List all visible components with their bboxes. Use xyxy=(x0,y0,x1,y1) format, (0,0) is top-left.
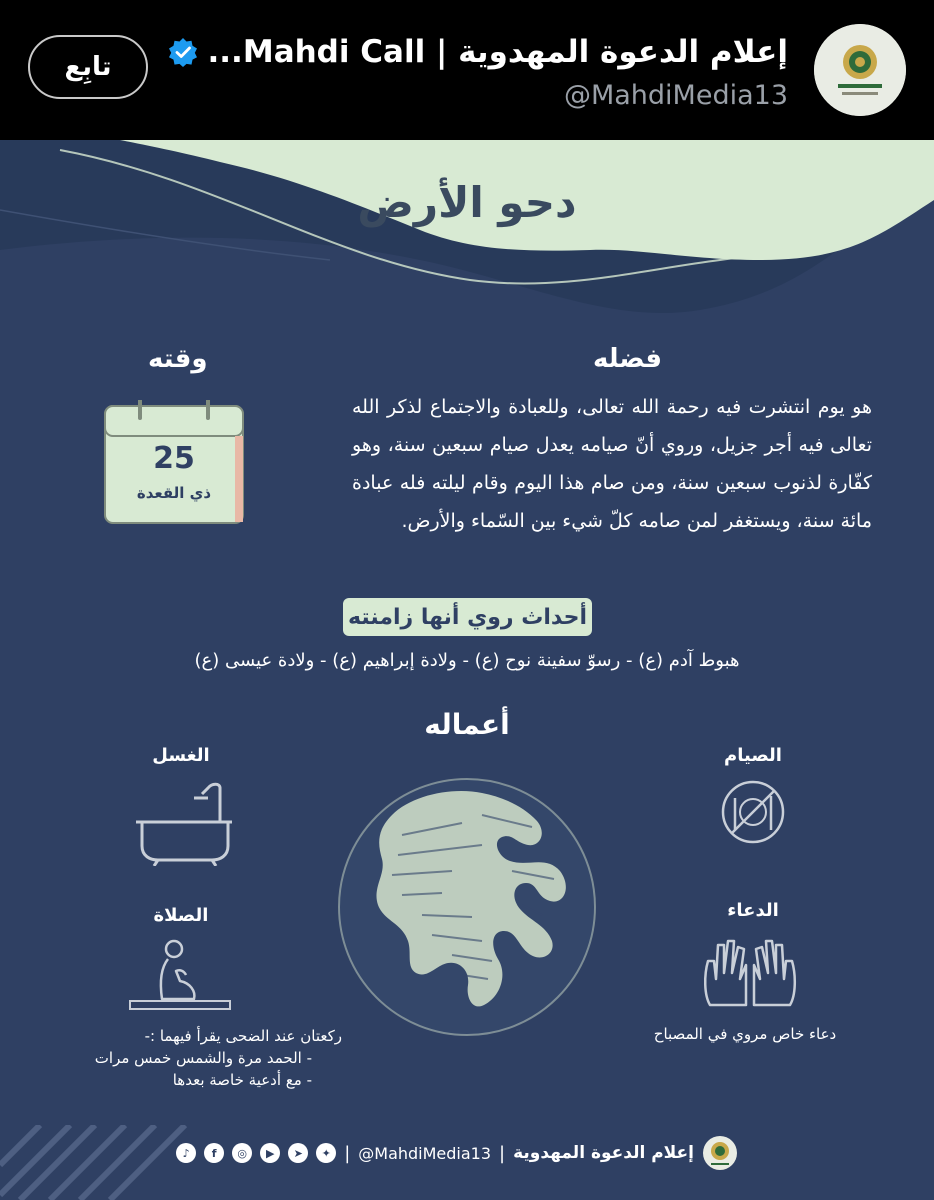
account-name: إعلام الدعوة المهدوية | Mahdi Call... xyxy=(207,34,788,70)
footer-logo-icon xyxy=(702,1135,738,1171)
calendar-day: 25 xyxy=(153,441,195,476)
time-heading: وقته xyxy=(148,344,208,374)
footer-name: إعلام الدعوة المهدوية xyxy=(513,1143,694,1163)
supplication-note: دعاء خاص مروي في المصباح xyxy=(653,1025,837,1043)
prayer-note-2: - الحمد مرة والشمس خمس مرات xyxy=(94,1049,312,1067)
supplication-label: الدعاء xyxy=(727,900,779,921)
praying-hands-icon xyxy=(700,935,800,1007)
footer-separator: | xyxy=(499,1142,506,1164)
account-handle[interactable]: @MahdiMedia13 xyxy=(563,80,788,111)
prayer-note-3: - مع أدعية خاصة بعدها xyxy=(172,1071,312,1089)
follow-button[interactable]: تابِع xyxy=(28,35,148,99)
fasting-label: الصيام xyxy=(724,745,782,766)
globe-icon xyxy=(332,775,602,1040)
poster-title: دحو الأرض xyxy=(357,178,577,227)
instagram-icon[interactable]: ◎ xyxy=(232,1143,252,1163)
facebook-icon[interactable]: f xyxy=(204,1143,224,1163)
footer-separator: | xyxy=(344,1142,351,1164)
footer-bar xyxy=(176,1135,738,1171)
deeds-heading: أعماله xyxy=(424,708,510,741)
footer-handle: @MahdiMedia13 xyxy=(358,1143,492,1163)
virtue-heading: فضله xyxy=(592,344,662,374)
tiktok-icon[interactable]: ♪ xyxy=(176,1143,196,1163)
calendar-month: ذي القعدة xyxy=(136,484,212,502)
telegram-icon[interactable]: ➤ xyxy=(288,1143,308,1163)
account-header xyxy=(0,0,934,140)
prayer-icon xyxy=(124,935,236,1015)
account-title-row[interactable] xyxy=(168,34,789,70)
prayer-note-1: ركعتان عند الضحى يقرأ فيهما :- xyxy=(144,1027,342,1045)
virtue-text: هو يوم انتشرت فيه رحمة الله تعالى، وللعبادة والاجتماع لذكر الله تعالى فيه أجر جزيل، وروي أنّ صيامه يعدل صيام سبعين سنة، وهو كفّارة لذنوب سبعين سنة، ومن صام هذا اليوم وقام ليلته فله عبادة مائة سنة، ويستغفر لمن صامه كلّ شيء بين السّماء والأرض. xyxy=(352,396,872,532)
calendar-icon xyxy=(104,400,244,524)
events-heading: أحداث روي أنها زامنته xyxy=(343,598,592,636)
prayer-label: الصلاة xyxy=(153,905,209,926)
events-text: هبوط آدم (ع) - رسوّ سفينة نوح (ع) - ولادة إبراهيم (ع) - ولادة عيسى (ع) xyxy=(194,650,740,671)
no-eating-icon xyxy=(708,778,798,848)
twitter-icon[interactable]: ✦ xyxy=(316,1143,336,1163)
verified-badge-icon xyxy=(168,37,198,67)
youtube-icon[interactable]: ▶ xyxy=(260,1143,280,1163)
avatar-logo-icon xyxy=(814,24,906,116)
bathtub-icon xyxy=(132,780,237,866)
bathing-label: الغسل xyxy=(152,745,210,766)
account-avatar[interactable] xyxy=(814,24,906,116)
